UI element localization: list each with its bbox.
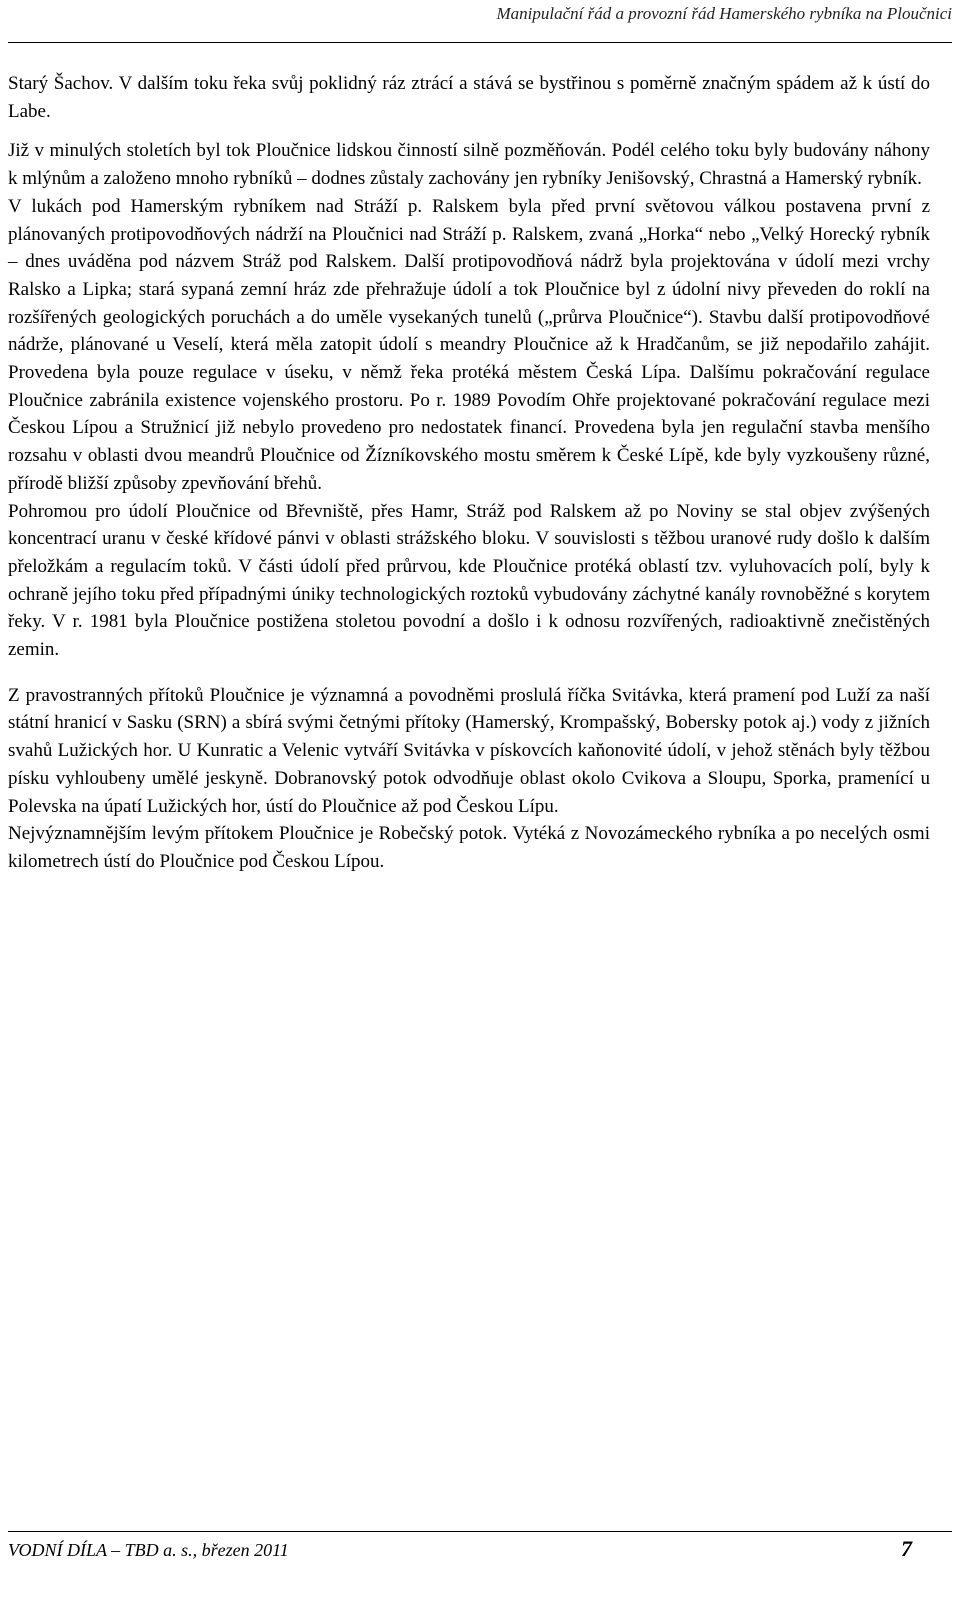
paragraph: Nejvýznamnějším levým přítokem Ploučnice je Robečský potok. Vytéká z Novozámeckého rybníka a po necelých osmi kilometrech ústí do Ploučnice pod Českou Lípou. — [8, 823, 930, 872]
page-number: 7 — [901, 1536, 912, 1561]
page-header — [8, 0, 952, 43]
paragraph: V lukách pod Hamerským rybníkem nad Stráží p. Ralskem byla před první světovou válkou postavena první z plánovaných protipovodňových nádrží na Ploučnici nad Stráží p. Ralskem, zvaná „Horka“ nebo „Velký Horecký rybník – dnes uváděna pod názvem Stráž pod Ralskem. Další protipovodňová nádrž byla projektována v údolí mezi vrchy Ralsko a Lipka; stará sypaná zemní hráz zde přehražuje údolí a tok Ploučnice byl z údolní nivy převeden do roklí na rozšířených geologických poruchách a do uměle vysekaných tunelů („průrva Ploučnice“). Stavbu další protipovodňové nádrže, plánované u Veselí, která měla zatopit údolí s meandry Ploučnice až k Hradčanům, se již nepodařilo zahájit. Provedena byla pouze regulace v úseku, v němž řeka protéká městem Česká Lípa. Dalšímu pokračování regulace Ploučnice zabránila existence vojenského prostoru. Po r. 1989 Povodím Ohře projektované pokračování regulace mezi Českou Lípou a Stružnicí již nebylo provedeno pro nedostatek financí. Provedena byla jen regulační stavba menšího rozsahu v oblasti dvou meandrů Ploučnice od Žízníkovského mostu směrem k České Lípě, kde byly vyzkoušeny různé, přírodě bližší způsoby zpevňování břehů. — [8, 195, 930, 494]
paragraph: Z pravostranných přítoků Ploučnice je významná a povodněmi proslulá říčka Svitávka, která pramení pod Luží za naší státní hranicí v Sasku (SRN) a sbírá svými četnými přítoky (Hamerský, Krompašský, Bobersky potok aj.) vody z jižních svahů Lužických hor. U Kunratic a Velenic vytváří Svitávka v pískovcích kaňonovité údolí, v jehož stěnách byly těžbou písku vyhloubeny umělé jeskyně. Dobranovský potok odvodňuje oblast okolo Cvikova a Sloupu, Sporka, pramenící u Polevska na úpatí Lužických hor, ústí do Ploučnice až pod Českou Lípu. — [8, 684, 930, 817]
paragraph: Pohromou pro údolí Ploučnice od Břevniště, přes Hamr, Stráž pod Ralskem až po Noviny se stal objev zvýšených koncentrací uranu v české křídové pánvi v oblasti strážského bloku. V souvislosti s těžbou uranové rudy došlo k dalším přeložkám a regulacím toků. V části údolí před průrvou, kde Ploučnice protéká oblastí tzv. vyluhovacích polí, byly k ochraně jejího toku před případnými úniky technologických roztoků vybudovány záchytné kanály rovnoběžné s korytem řeky. V r. 1981 byla Ploučnice postižena stoletou povodní a došlo i k odnosu rozvířených, radioaktivně znečistěných zemin. — [8, 500, 930, 661]
paragraph: Starý Šachov. V dalším toku řeka svůj poklidný ráz ztrácí a stává se bystřinou s poměrně značným spádem až k ústí do Labe. — [8, 73, 930, 122]
page-footer — [8, 1531, 952, 1592]
paragraph: Již v minulých stoletích byl tok Ploučnice lidskou činností silně pozměňován. Podél celého toku byly budovány náhony k mlýnům a založeno mnoho rybníků – dodnes zůstaly zachovány jen rybníky Jenišovský, Chrastná a Hamerský rybník. — [8, 140, 930, 190]
footer-publisher: VODNÍ DÍLA – TBD a. s., březen 2011 — [8, 1540, 289, 1560]
body-text — [8, 70, 930, 876]
header-title: Manipulační řád a provozní řád Hamerského rybníka na Ploučnici — [496, 4, 952, 23]
